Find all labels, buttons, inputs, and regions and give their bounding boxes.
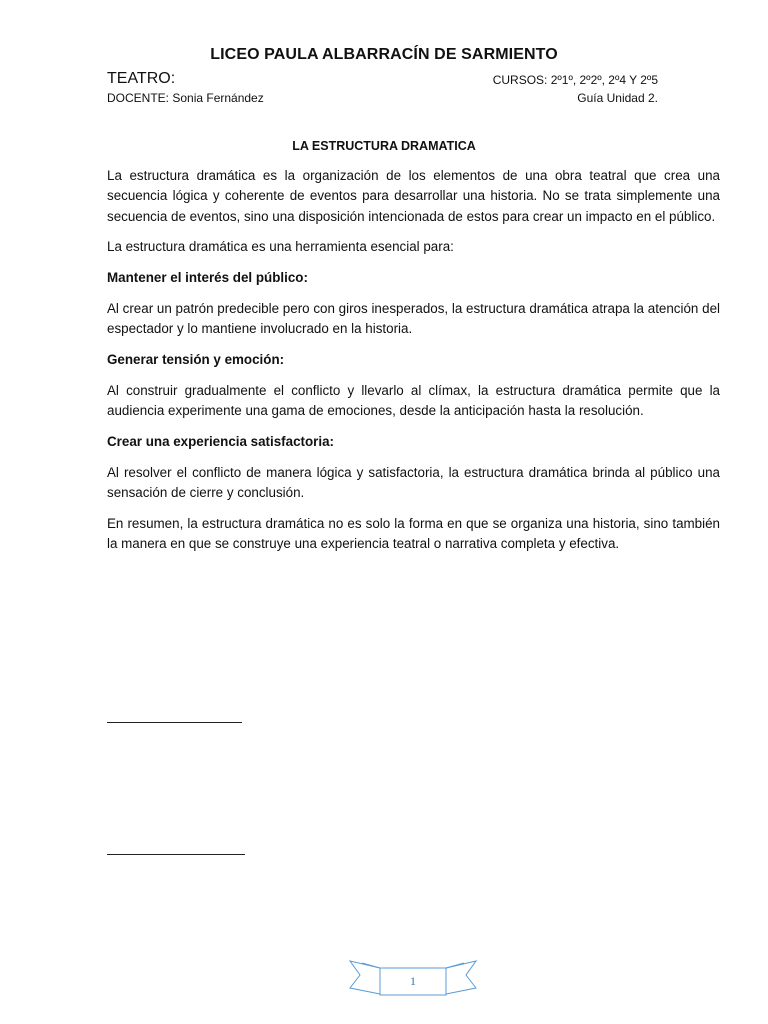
subject-label: TEATRO: [107,70,176,87]
signature-line [107,722,242,723]
teacher-label: DOCENTE: Sonia Fernández [107,91,264,105]
paragraph-intro: La estructura dramática es la organización de los elementos de una obra teatral que crea una secuencia lógica y coherente de eventos para desarrollar una historia. No se trata simplemente una secuencia de eventos, sino una disposición intencionada de estos para crear un impacto en el público. [107,168,720,224]
paragraph-satisfaction: Al resolver el conflicto de manera lógica y satisfactoria, la estructura dramática brinda al público una sensación de cierre y conclusión. [107,464,720,501]
paragraph-tool: La estructura dramática es una herramienta esencial para: [107,239,454,255]
signature-line [107,854,245,855]
courses-label: CURSOS: 2º1º, 2º2º, 2º4 Y 2º5 [492,73,658,87]
document-body [107,166,720,565]
paragraph-interest: Al crear un patrón predecible pero con giros inesperados, la estructura dramática atrapa la atención del espectador y lo mantiene involucrado en la historia. [107,300,720,337]
heading-tension: Generar tensión y emoción: [107,352,285,368]
document-title: LA ESTRUCTURA DRAMATICA [292,139,476,153]
heading-interest: Mantener el interés del público: [107,270,308,286]
page-number: 1 [410,974,416,988]
heading-satisfaction: Crear una experiencia satisfactoria: [107,433,335,449]
guide-label: Guía Unidad 2. [577,91,658,105]
school-name: LICEO PAULA ALBARRACÍN DE SARMIENTO [210,46,558,63]
paragraph-tension: Al construir gradualmente el conflicto y llevarlo al clímax, la estructura dramática permite que la audiencia experimente una gama de emociones, desde la anticipación hasta la resolución. [107,382,720,419]
paragraph-summary: En resumen, la estructura dramática no es solo la forma en que se organiza una historia, sino también la manera en que se construye una experiencia teatral o narrativa completa y efectiva. [107,515,720,552]
